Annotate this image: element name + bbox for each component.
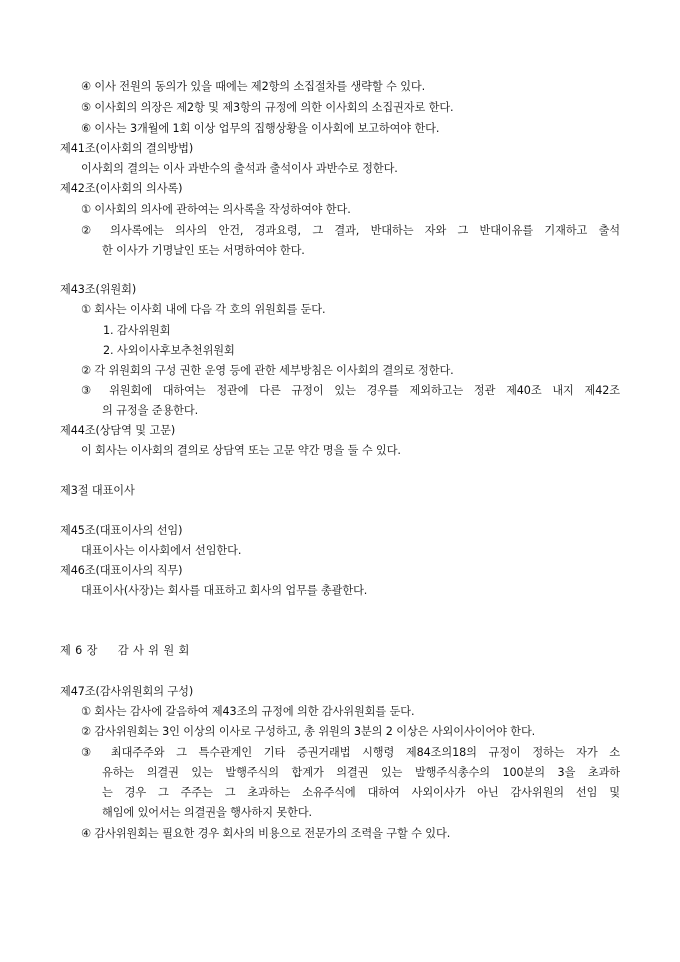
chapter-title: 감 사 위 원 회 xyxy=(117,644,190,657)
paragraph-item-5: ⑤ 이사회의 의장은 제2항 및 제3항의 규정에 의한 이사회의 소집권자로 한다. xyxy=(81,101,454,114)
article-47-item-3-cont-2: 는 경우 그 주주는 그 초과하는 소유주식에 대하여 사외이사가 아닌 감사위원의 선임 및 xyxy=(102,786,620,799)
article-heading-47: 제47조(감사위원회의 구성) xyxy=(60,685,194,698)
article-41-body: 이사회의 결의는 이사 과반수의 출석과 출석이사 과반수로 정한다. xyxy=(81,162,398,175)
committee-list-item-2: 2. 사외이사후보추천위원회 xyxy=(103,344,235,357)
article-44-body: 이 회사는 이사회의 결의로 상담역 또는 고문 약간 명을 둘 수 있다. xyxy=(81,444,401,457)
chapter-number: 제 6 장 xyxy=(60,644,98,657)
article-42-item-2: ② 의사록에는 의사의 안건, 경과요령, 그 결과, 반대하는 자와 그 반대이유를 기재하고 출석 xyxy=(81,224,620,237)
article-43-item-3-cont: 의 규정을 준용한다. xyxy=(102,404,199,417)
article-47-item-2: ② 감사위원회는 3인 이상의 이사로 구성하고, 총 위원의 3분의 2 이상은 사외이사이어야 한다. xyxy=(81,725,536,738)
article-45-body: 대표이사는 이사회에서 선임한다. xyxy=(81,544,242,557)
article-heading-43: 제43조(위원회) xyxy=(60,283,137,296)
chapter-heading xyxy=(60,644,190,658)
article-47-item-1: ① 회사는 감사에 갈음하여 제43조의 규정에 의한 감사위원회를 둔다. xyxy=(81,705,415,718)
article-43-item-3: ③ 위원회에 대하여는 정관에 다른 규정이 있는 경우를 제외하고는 정관 제40조 내지 제42조 xyxy=(81,384,620,397)
article-46-body: 대표이사(사장)는 회사를 대표하고 회사의 업무를 총괄한다. xyxy=(81,584,368,597)
article-47-item-4: ④ 감사위원회는 필요한 경우 회사의 비용으로 전문가의 조력을 구할 수 있다. xyxy=(81,827,451,840)
article-heading-45: 제45조(대표이사의 선임) xyxy=(60,524,183,537)
article-47-item-3-cont-1: 유하는 의결권 있는 발행주식의 합계가 의결권 있는 발행주식총수의 100분의 3을 초과하 xyxy=(102,766,620,779)
article-heading-42: 제42조(이사회의 의사록) xyxy=(60,182,183,195)
committee-list-item-1: 1. 감사위원회 xyxy=(103,324,171,337)
article-42-item-1: ① 이사회의 의사에 관하여는 의사록을 작성하여야 한다. xyxy=(81,203,351,216)
article-43-item-1: ① 회사는 이사회 내에 다음 각 호의 위원회를 둔다. xyxy=(81,303,326,316)
article-heading-46: 제46조(대표이사의 직무) xyxy=(60,564,183,577)
article-47-item-3: ③ 최대주주와 그 특수관계인 기타 증권거래법 시행령 제84조의18의 규정이 정하는 자가 소 xyxy=(81,746,620,759)
paragraph-item-4: ④ 이사 전원의 동의가 있을 때에는 제2항의 소집절차를 생략할 수 있다. xyxy=(81,80,426,93)
article-42-item-2-cont: 한 이사가 기명날인 또는 서명하여야 한다. xyxy=(102,244,305,257)
article-43-item-2: ② 각 위원회의 구성 권한 운영 등에 관한 세부방침은 이사회의 결의로 정한다. xyxy=(81,364,454,377)
article-heading-44: 제44조(상담역 및 고문) xyxy=(60,424,176,437)
article-47-item-3-cont-3: 해임에 있어서는 의결권을 행사하지 못한다. xyxy=(102,806,313,819)
section-heading-3: 제3절 대표이사 xyxy=(60,484,135,497)
article-heading-41: 제41조(이사회의 결의방법) xyxy=(60,142,194,155)
paragraph-item-6: ⑥ 이사는 3개월에 1회 이상 업무의 집행상황을 이사회에 보고하여야 한다. xyxy=(81,122,440,135)
